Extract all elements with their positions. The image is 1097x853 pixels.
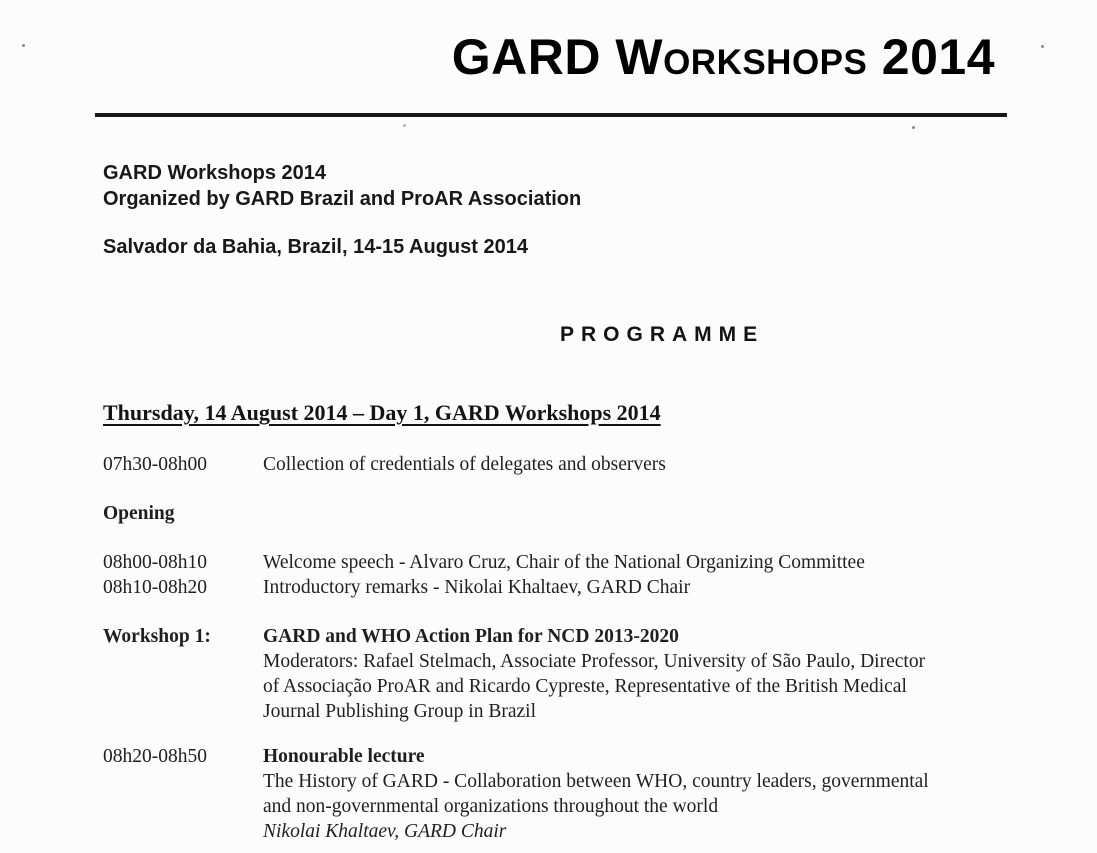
speaker-line: Nikolai Khaltaev, GARD Chair — [263, 821, 507, 842]
document-title: GARD Workshops 2014 — [451, 29, 995, 85]
description-line: Introductory remarks - Nikolai Khaltaev, GARD Chair — [263, 577, 691, 598]
programme-heading: PROGRAMME — [560, 323, 765, 346]
opening-heading: Opening — [103, 503, 175, 524]
session-description — [263, 452, 1007, 477]
time-slot: 07h30-08h00 — [103, 454, 207, 475]
header-rule — [95, 113, 1007, 117]
description-line: and non-governmental organizations throughout the world — [263, 796, 719, 817]
schedule-row — [103, 452, 1007, 477]
session-title-line: GARD and WHO Action Plan for NCD 2013-2020 — [263, 626, 679, 647]
description-line: Welcome speech - Alvaro Cruz, Chair of the National Organizing Committee — [263, 552, 865, 573]
meta-spacer — [103, 212, 581, 234]
session-title-line: Honourable lecture — [263, 746, 425, 767]
session-description — [263, 744, 1007, 844]
session-description — [263, 550, 1007, 575]
schedule-row — [103, 550, 1007, 575]
description-line: Moderators: Rafael Stelmach, Associate Professor, University of São Paulo, Director — [263, 651, 926, 672]
day-heading: Thursday, 14 August 2014 – Day 1, GARD Workshops 2014 — [103, 400, 661, 425]
scan-speck — [912, 126, 915, 129]
schedule-row-workshop-1 — [103, 624, 1007, 724]
description-line: Journal Publishing Group in Brazil — [263, 701, 536, 722]
time-slot: 08h20-08h50 — [103, 746, 207, 767]
workshop-label: Workshop 1: — [103, 626, 211, 647]
schedule-row-honourable-lecture — [103, 744, 1007, 844]
meta-block — [103, 160, 581, 260]
meta-title-line: GARD Workshops 2014 — [103, 162, 327, 184]
description-line: of Associação ProAR and Ricardo Cypreste, Representative of the British Medical — [263, 676, 907, 697]
session-description — [263, 624, 1007, 724]
time-slot: 08h10-08h20 — [103, 577, 207, 598]
schedule-row — [103, 575, 1007, 600]
scan-speck — [403, 124, 406, 127]
schedule — [103, 452, 1007, 844]
scan-speck — [1041, 45, 1044, 48]
organizer-line: Organized by GARD Brazil and ProAR Association — [103, 188, 582, 210]
venue-date-line: Salvador da Bahia, Brazil, 14-15 August 2014 — [103, 236, 528, 258]
session-description — [263, 575, 1007, 600]
description-line: Collection of credentials of delegates and observers — [263, 454, 666, 475]
description-line: The History of GARD - Collaboration between WHO, country leaders, governmental — [263, 771, 929, 792]
time-slot: 08h00-08h10 — [103, 552, 207, 573]
